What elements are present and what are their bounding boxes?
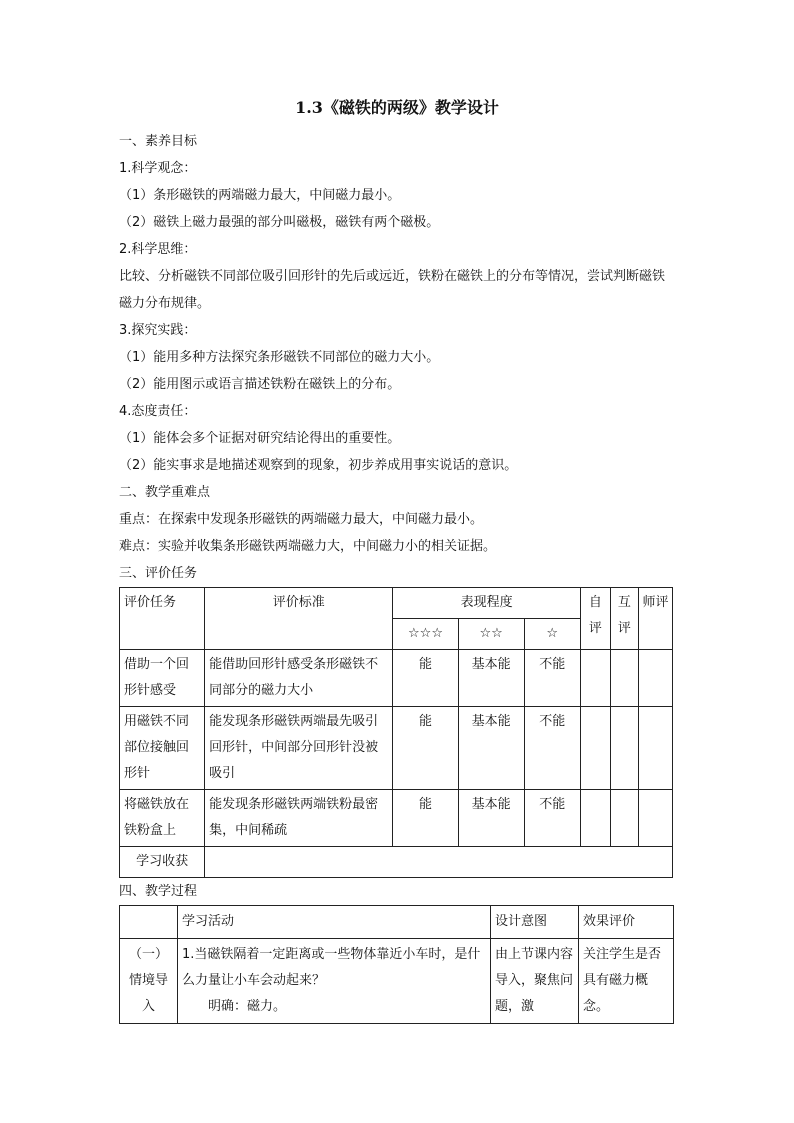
section-heading-evaluation: 三、评价任务: [119, 566, 198, 581]
subheading-thinking: 2.科学思维：: [119, 242, 197, 257]
subheading-concept: 1.科学观念：: [119, 161, 197, 176]
teacher-cell: [638, 790, 672, 847]
goal-item: （1）能体会多个证据对研究结论得出的重要性。: [119, 431, 401, 446]
document-page: [119, 96, 675, 1024]
header-activity: 学习活动: [178, 906, 491, 939]
teacher-cell: [638, 650, 672, 707]
level3-cell: 能: [393, 650, 458, 707]
evaluation-table: [119, 587, 673, 878]
table-row: [120, 790, 673, 847]
process-table: [119, 905, 674, 1024]
level2-cell: 基本能: [458, 707, 524, 790]
peer-cell: [610, 707, 638, 790]
activity-question: 1.当磁铁隔着一定距离或一些物体靠近小车时，是什么力量让小车会动起来？: [182, 947, 481, 988]
self-cell: [580, 790, 610, 847]
key-point: 重点：在探索中发现条形磁铁的两端磁力最大，中间磁力最小。: [119, 512, 484, 527]
standard-cell: 能发现条形磁铁两端最先吸引回形针，中间部分回形针没被吸引: [205, 707, 393, 790]
subheading-practice: 3.探究实践：: [119, 323, 197, 338]
header-peer: 互评: [610, 588, 638, 650]
table-row: [120, 650, 673, 707]
standard-cell: 能借助回形针感受条形磁铁不同部分的磁力大小: [205, 650, 393, 707]
learning-gain-cell: [205, 847, 673, 878]
activity-answer: 明确：磁力。: [208, 999, 287, 1014]
task-cell: 将磁铁放在铁粉盒上: [120, 790, 205, 847]
level2-cell: 基本能: [458, 650, 524, 707]
effect-cell: 关注学生是否具有磁力概念。: [579, 939, 674, 1024]
subheading-attitude: 4.态度责任：: [119, 404, 197, 419]
header-intent: 设计意图: [491, 906, 579, 939]
peer-cell: [610, 790, 638, 847]
stage-cell: （一）情境导入: [120, 939, 178, 1024]
level1-cell: 不能: [524, 790, 580, 847]
learning-gain-label: 学习收获: [120, 847, 205, 878]
header-star2: ☆☆: [458, 619, 524, 650]
teacher-cell: [638, 707, 672, 790]
goal-item: （1）能用多种方法探究条形磁铁不同部位的磁力大小。: [119, 350, 440, 365]
self-cell: [580, 707, 610, 790]
goal-item: （2）能用图示或语言描述铁粉在磁铁上的分布。: [119, 377, 401, 392]
section-heading-goals: 一、素养目标: [119, 134, 198, 149]
level3-cell: 能: [393, 707, 458, 790]
task-cell: 借助一个回形针感受: [120, 650, 205, 707]
difficult-point: 难点：实验并收集条形磁铁两端磁力大，中间磁力小的相关证据。: [119, 539, 497, 554]
table-row: [120, 707, 673, 790]
header-stage: [120, 906, 178, 939]
header-task: 评价任务: [120, 588, 205, 650]
header-self: 自评: [580, 588, 610, 650]
peer-cell: [610, 650, 638, 707]
document-title: 1.3《磁铁的两级》教学设计: [295, 98, 499, 117]
header-standard: 评价标准: [205, 588, 393, 650]
section-heading-process: 四、教学过程: [119, 884, 198, 899]
header-star1: ☆: [524, 619, 580, 650]
table-row: [120, 939, 674, 1024]
goal-paragraph: 比较、分析磁铁不同部位吸引回形针的先后或远近，铁粉在磁铁上的分布等情况，尝试判断磁铁磁力分布规律。: [119, 269, 666, 311]
header-effect: 效果评价: [579, 906, 674, 939]
self-cell: [580, 650, 610, 707]
header-teacher: 师评: [638, 588, 672, 650]
standard-cell: 能发现条形磁铁两端铁粉最密集，中间稀疏: [205, 790, 393, 847]
intent-cell: 由上节课内容导入，聚焦问题，激: [491, 939, 579, 1024]
header-level: 表现程度: [393, 588, 580, 619]
activity-cell: [178, 939, 491, 1024]
goal-item: （1）条形磁铁的两端磁力最大，中间磁力最小。: [119, 188, 401, 203]
task-cell: 用磁铁不同部位接触回形针: [120, 707, 205, 790]
goal-item: （2）能实事求是地描述观察到的现象，初步养成用事实说话的意识。: [119, 458, 518, 473]
level3-cell: 能: [393, 790, 458, 847]
section-heading-keypoints: 二、教学重难点: [119, 485, 211, 500]
level1-cell: 不能: [524, 650, 580, 707]
level1-cell: 不能: [524, 707, 580, 790]
goal-item: （2）磁铁上磁力最强的部分叫磁极，磁铁有两个磁极。: [119, 215, 440, 230]
header-star3: ☆☆☆: [393, 619, 458, 650]
level2-cell: 基本能: [458, 790, 524, 847]
